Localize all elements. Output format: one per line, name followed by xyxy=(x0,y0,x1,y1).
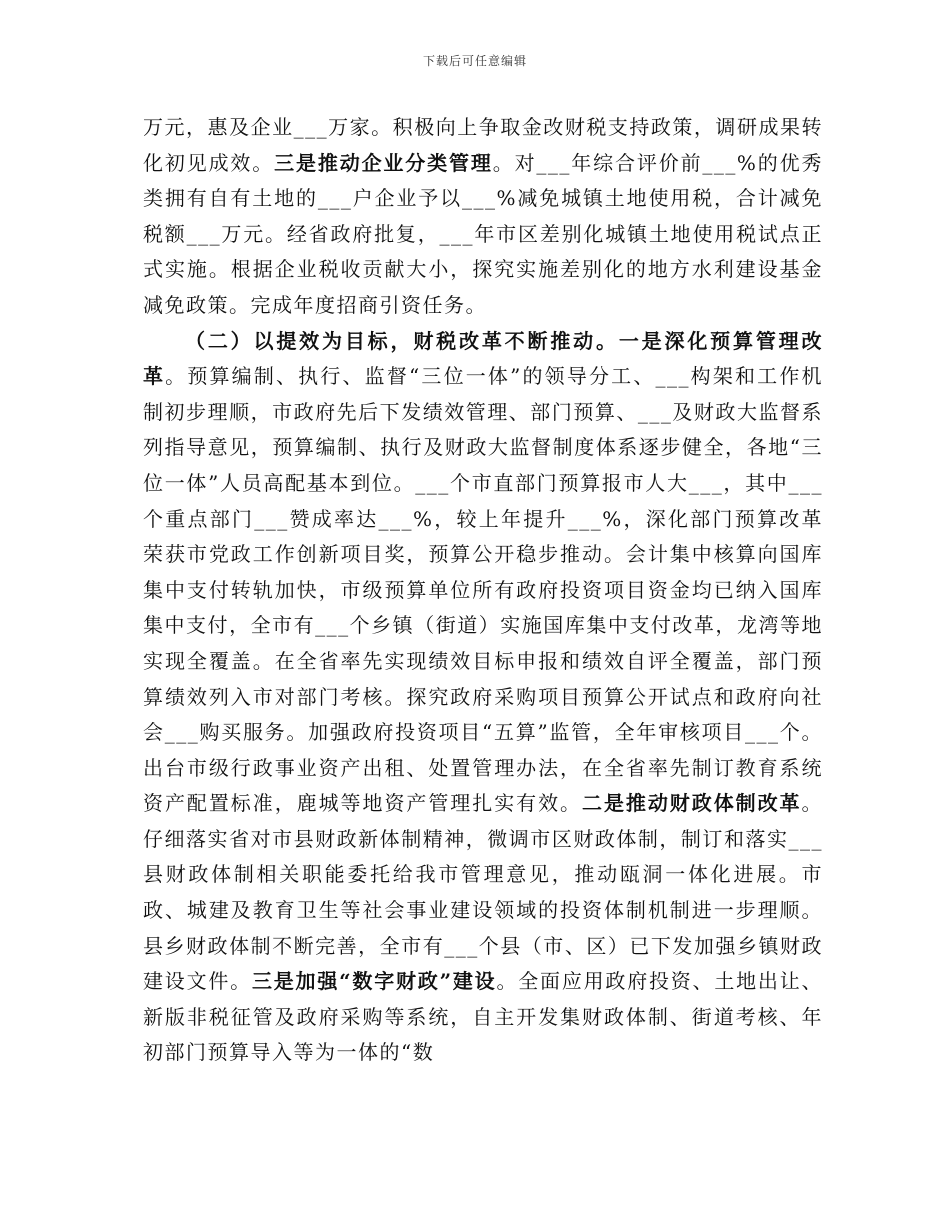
text-segment: 。仔细落实省对市县财政新体制精神，微调市区财政体制，制订和落实___县财政体制相关职能委托给我市管理意见，推动瓯洞一体化进展。市政、城建及教育卫生等社会事业建设领域的投资体制机制进一步理顺。县乡财政体制不断完善，全市有___个县（市、区）已下发加强乡镇财政建设文件。 xyxy=(143,791,823,994)
bold-heading: （二）以提效为目标，财税改革不断推动。一是深化预算管理改革 xyxy=(143,328,823,389)
paragraph-1 xyxy=(143,110,823,324)
text-segment: 。对___年综合评价前___%的优秀类拥有自有土地的___户企业予以___%减免城镇土地使用税，合计减免税额___万元。经省政府批复，___年市区差别化城镇土地使用税试点正式实施。根据企业税收贡献大小，探究实施差别化的地方水利建设基金减免政策。完成年度招商引资任务。 xyxy=(143,150,824,317)
document-body xyxy=(143,110,823,1071)
bold-heading: 三是加强“数字财政”建设 xyxy=(251,969,497,994)
paragraph-2 xyxy=(143,324,823,1071)
page-header: 下载后可任意编辑 xyxy=(422,54,527,68)
text-segment: 。预算编制、执行、监督“三位一体”的领导分工、___构架和工作机制初步理顺，市政府先后下发绩效管理、部门预算、___及财政大监督系列指导意见，预算编制、执行及财政大监督制度体系逐步健全，各地“三位一体”人员高配基本到位。___个市直部门预算报市人大___，其中___个重点部门___赞成率达___%，较上年提升___%，深化部门预算改革荣获市党政工作创新项目奖，预算公开稳步推动。会计集中核算向国库集中支付转轨加快，市级预算单位所有政府投资项目资金均已纳入国库集中支付，全市有___个乡镇（街道）实施国库集中支付改革，龙湾等地实现全覆盖。在全省率先实现绩效目标申报和绩效自评全覆盖，部门预算绩效列入市对部门考核。探究政府采购项目预算公开试点和政府向社会___购买服务。加强政府投资项目“五算”监管，全年审核项目___个。出台市级行政事业资产出租、处置管理办法，在全省率先制订教育系统资产配置标准，鹿城等地资产管理扎实有效。 xyxy=(143,364,823,816)
text-segment: 万元，惠及企业___万家。积极向上争取金改财税支持政策，调研成果转化初见成效。 xyxy=(143,115,823,175)
text-segment: 。全面应用政府投资、土地出让、新版非税征管及政府采购等系统，自主开发集财政体制、街道考核、年初部门预算导入等为一体的“数 xyxy=(143,969,824,1065)
bold-heading: 三是推动企业分类管理 xyxy=(274,150,493,175)
bold-heading: 二是推动财政体制改革 xyxy=(582,791,802,816)
